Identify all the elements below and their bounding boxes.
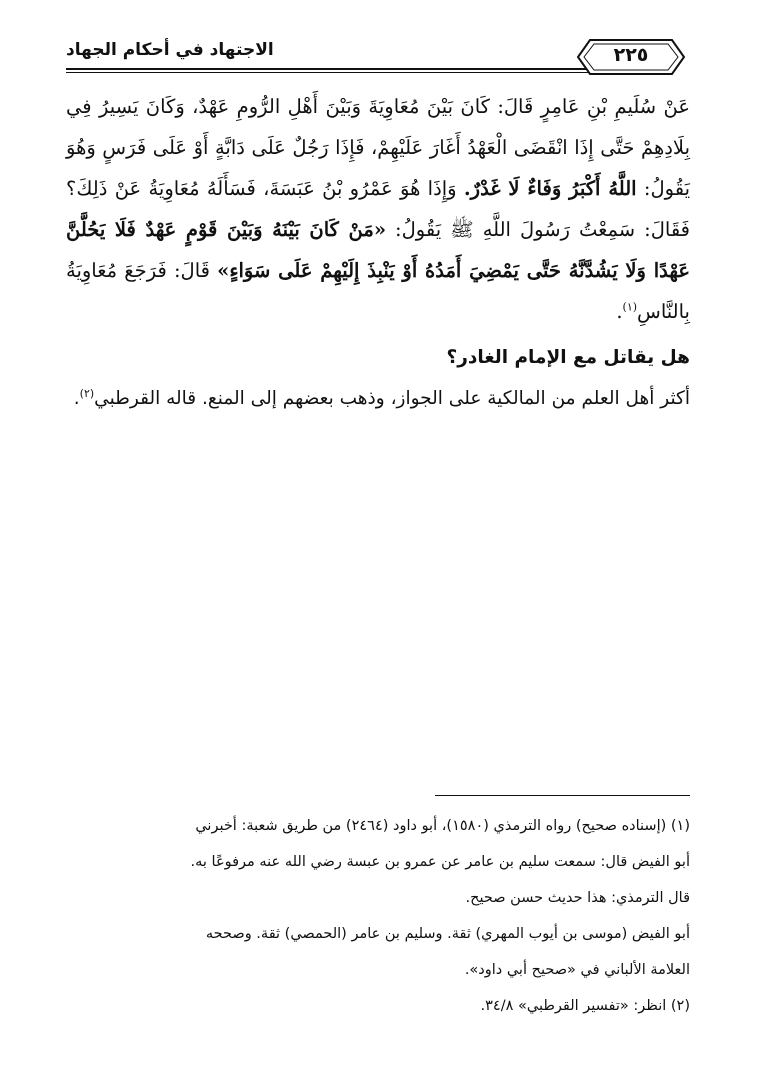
footnote-ref-2[interactable]: (٢) [79,386,95,400]
header-rule-thin [66,72,634,73]
main-text [66,86,690,419]
hadith-exclaim: اللَّهُ أَكْبَرُ وَفَاءٌ لَا غَدْرٌ. [463,177,637,200]
footnote-1-line-5: العلامة الألباني في «صحيح أبي داود». [464,962,690,978]
answer-text: أكثر أهل العلم من المالكية على الجواز، وذهب بعضهم إلى المنع. قاله القرطبي [94,388,690,409]
hadith-intro: عَنْ سُلَيمِ بْنِ عَامِرٍ قَالَ: كَانَ بَيْنَ مُعَاوِيَةَ وَبَيْنَ أَهْلِ الرُّومِ عَهْدٌ، وَكَانَ يَسِيرُ فِي بِلَادِهِمْ حَتَّى إِذَا انْقَضَى الْعَهْدُ أَغَارَ عَلَيْهِمْ، فَإِذَا رَجُلٌ عَلَى دَابَّةٍ أَوْ عَلَى فَرَسٍ وَهُوَ يَقُولُ: [66,95,690,200]
running-title: الاجتهاد في أحكام الجهاد [66,40,274,60]
answer-paragraph: أكثر أهل العلم من المالكية على الجواز، وذهب بعضهم إلى المنع. قاله القرطبي$^{(٢)}$. [73,386,690,409]
page-number: ٢٢٥ [613,44,649,66]
footnote-1-line-3: قال الترمذي: هذا حديث حسن صحيح. [465,890,690,906]
page-header [66,38,686,72]
question-heading: هل يقاتل مع الإمام الغادر؟ [446,347,690,368]
footnote-separator [435,795,690,796]
footnote-1-line-2: أبو الفيض قال: سمعت سليم بن عامر عن عمرو بن عبسة رضي الله عنه مرفوعًا به. [190,854,690,870]
hadith-paragraph: عَنْ سُلَيمِ بْنِ عَامِرٍ قَالَ: كَانَ بَيْنَ مُعَاوِيَةَ وَبَيْنَ أَهْلِ الرُّومِ عَهْدٌ، وَكَانَ يَسِيرُ فِي بِلَادِهِمْ حَتَّى إِذَا انْقَضَى الْعَهْدُ أَغَارَ عَلَيْهِمْ، فَإِذَا رَجُلٌ عَلَى دَابَّةٍ أَوْ عَلَى فَرَسٍ وَهُوَ يَقُولُ: اللَّهُ أَكْبَرُ وَفَاءٌ لَا غَدْرٌ. وَإِذَا هُوَ عَمْرُو بْنُ عَبَسَةَ، فَسَأَلَهُ مُعَاوِيَةُ عَنْ ذَلِكَ؟ فَقَالَ: سَمِعْتُ رَسُولَ اللَّهِ ﷺ يَقُولُ: «مَنْ كَانَ بَيْنَهُ وَبَيْنَ قَوْمٍ عَهْدٌ فَلَا يَحُلَّنَّ عَهْدًا وَلَا يَشُدَّنَّهُ حَتَّى يَمْضِيَ أَمَدُهُ أَوْ يَنْبِذَ إِلَيْهِمْ عَلَى سَوَاءٍ» قَالَ: فَرَجَعَ مُعَاوِيَةُ بِالنَّاسِ$^{(١)}$. [66,95,691,323]
header-rule [66,68,634,70]
hadith-mid: وَإِذَا هُوَ عَمْرُو بْنُ عَبَسَةَ، فَسَأَلَهُ مُعَاوِيَةُ عَنْ ذَلِكَ؟ فَقَالَ: سَمِعْتُ رَسُولَ اللَّهِ ﷺ يَقُولُ: [66,177,691,241]
page-number-badge [576,38,686,76]
footnote-1-line-1: (١) (إسناده صحيح) رواه الترمذي (١٥٨٠)، أبو داود (٢٤٦٤) من طريق شعبة: أخبرني [195,818,690,834]
footnote-2: (٢) انظر: «تفسير القرطبي» ٣٤/٨. [480,998,690,1014]
hadith-end: قَالَ: فَرَجَعَ مُعَاوِيَةُ بِالنَّاسِ [66,259,690,323]
footnotes [60,808,690,1024]
footnote-ref-1[interactable]: (١) [622,300,638,314]
footnote-1-line-4: أبو الفيض (موسى بن أيوب المهري) ثقة. وسليم بن عامر (الحمصي) ثقة. وصححه [205,926,690,942]
hadith-quote: «مَنْ كَانَ بَيْنَهُ وَبَيْنَ قَوْمٍ عَهْدٌ فَلَا يَحُلَّنَّ عَهْدًا وَلَا يَشُدَّنَّهُ حَتَّى يَمْضِيَ أَمَدُهُ أَوْ يَنْبِذَ إِلَيْهِمْ عَلَى سَوَاءٍ» [66,218,690,282]
